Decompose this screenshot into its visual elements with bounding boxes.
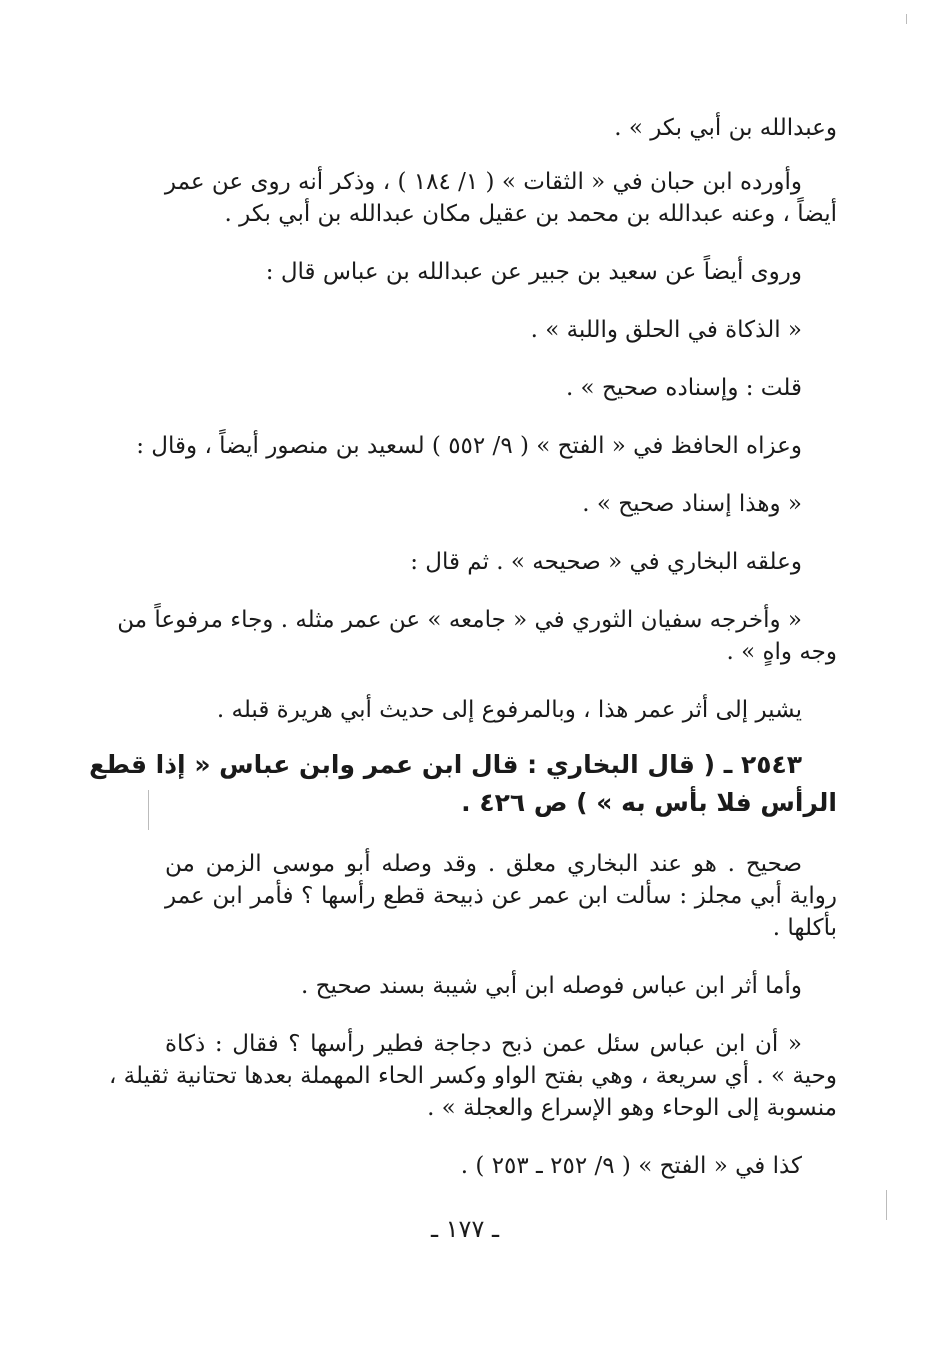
scan-edge-mark [906, 14, 907, 24]
text-line: رواية أبي مجلز : سألت ابن عمر عن ذبيحة قطع رأسها ؟ فأمر ابن عمر [165, 883, 837, 909]
text-line: وأما أثر ابن عباس فوصله ابن أبي شيبة بسند صحيح . [301, 973, 802, 999]
quote-line: « وأخرجه سفيان الثوري في « جامعه » عن عمر مثله . وجاء مرفوعاً من [117, 607, 802, 633]
text-line: يشير إلى أثر عمر هذا ، وبالمرفوع إلى حديث أبي هريرة قبله . [216, 697, 802, 723]
text-line: وأورده ابن حبان في « الثقات » ( ١/ ١٨٤ ) ، وذكر أنه روى عن عمر [164, 169, 802, 195]
page-body [89, 112, 837, 1182]
quote-line: « وهذا إسناد صحيح » . [582, 491, 802, 517]
text-line: أيضاً ، وعنه عبدالله بن محمد بن عقيل مكان عبدالله بن أبي بكر . [224, 201, 837, 227]
text-line: وعبدالله بن أبي بكر » . [614, 115, 837, 141]
page-number: ـ ١٧٧ ـ [430, 1215, 499, 1243]
text-line: بأكلها . [772, 915, 837, 941]
heading-line: ٢٥٤٣ ـ ( قال البخاري : قال ابن عمر وابن عباس « إذا قطع [89, 750, 802, 779]
quote-line: « أن ابن عباس سئل عمن ذبح دجاجة فطير رأسها ؟ فقال : ذكاة [165, 1031, 802, 1057]
text-line: كذا في « الفتح » ( ٩/ ٢٥٢ ـ ٢٥٣ ) . [460, 1153, 802, 1179]
hadith-heading [89, 746, 837, 822]
text-line: وعلقه البخاري في « صحيحه » . ثم قال : [410, 549, 802, 575]
text-line: وحية » . أي سريعة ، وهي بفتح الواو وكسر الحاء المهملة بعدها تحتانية ثقيلة ، [108, 1063, 837, 1089]
scan-edge-mark [148, 790, 149, 830]
quote-line: وجه واهٍ » . [726, 639, 837, 665]
text-line: منسوبة إلى الوحاء وهو الإسراع والعجلة » . [427, 1095, 837, 1121]
text-line: صحيح . هو عند البخاري معلق . وقد وصله أبو موسى الزمن من [165, 851, 802, 877]
text-line: وعزاه الحافظ في « الفتح » ( ٩/ ٥٥٢ ) لسعيد بن منصور أيضاً ، وقال : [136, 433, 802, 459]
text-line: قلت : وإسناده صحيح » . [565, 375, 802, 401]
scan-edge-mark [886, 1190, 887, 1220]
text-line: وروى أيضاً عن سعيد بن جبير عن عبدالله بن عباس قال : [265, 259, 802, 285]
heading-line: الرأس فلا بأس به » ) ص ٤٢٦ . [461, 788, 837, 817]
quote-line: « الذكاة في الحلق واللبة » . [530, 317, 802, 343]
